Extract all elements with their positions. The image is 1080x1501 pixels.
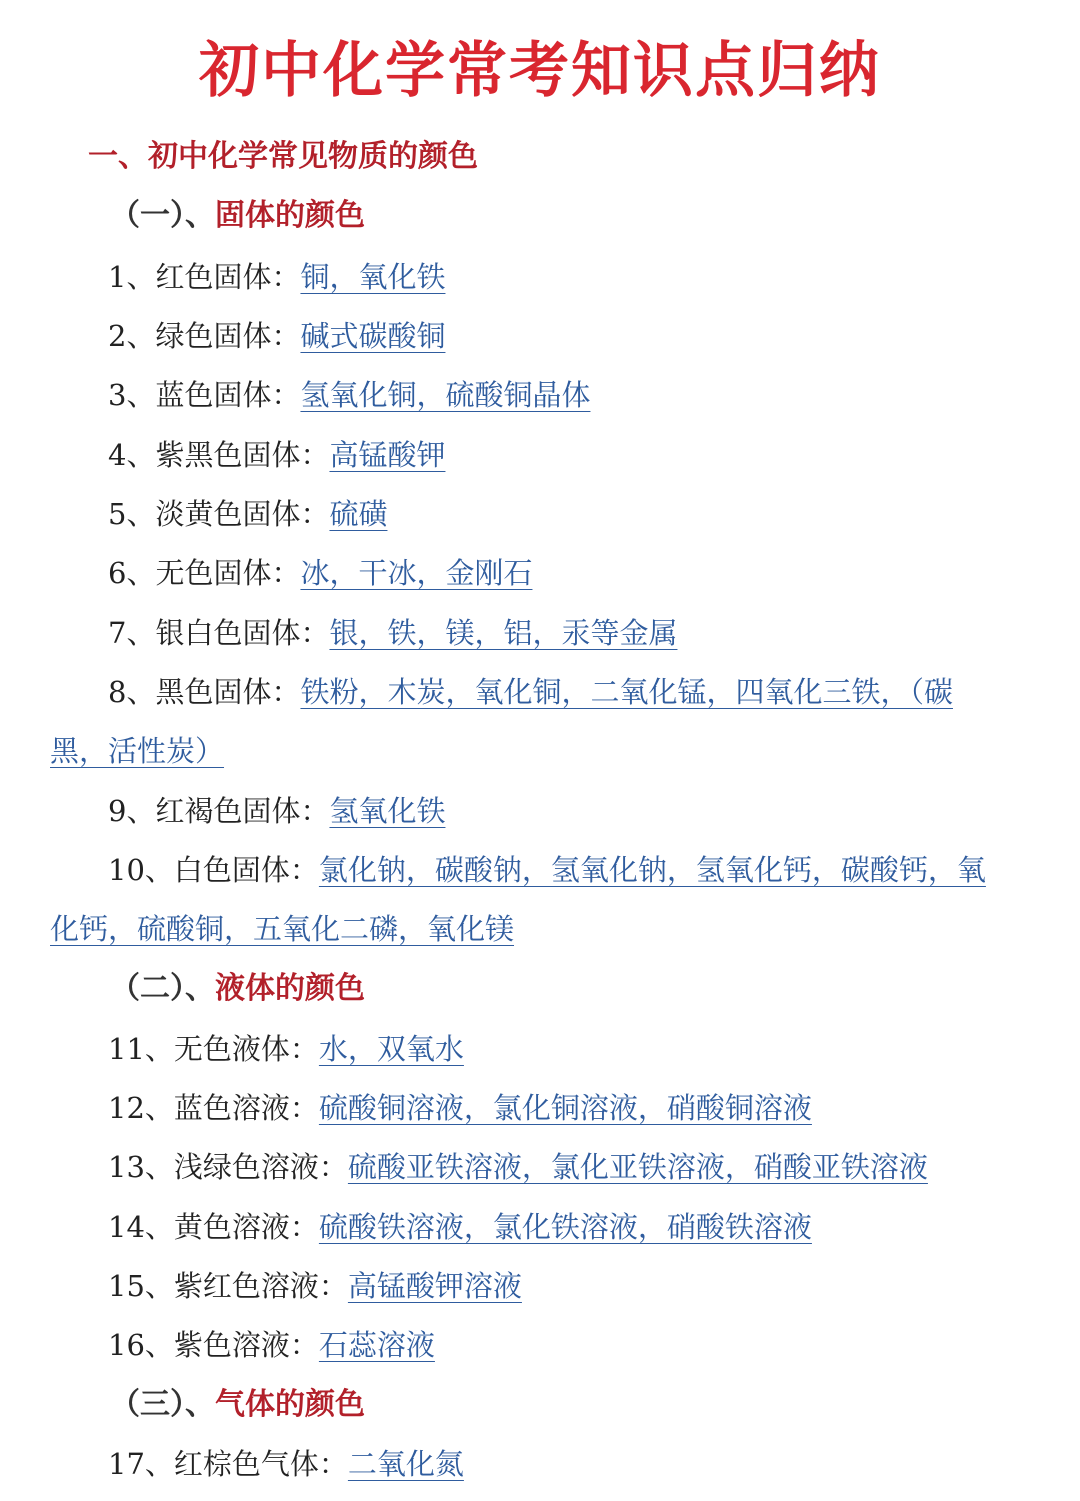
subheading-label: 气体的颜色 — [215, 1387, 365, 1422]
item-label: 2、绿色固体： — [108, 319, 301, 353]
item-label: 11、无色液体： — [108, 1032, 319, 1066]
item-answer: 高锰酸钾溶液 — [347, 1269, 522, 1303]
item-label: 8、黑色固体： — [108, 675, 301, 709]
item-answer: 氯化钠，碳酸钠，氢氧化钠，氢氧化钙，碳酸钙，氧 — [318, 853, 986, 887]
subheading-label: 液体的颜色 — [215, 971, 365, 1006]
item-answer: 碱式碳酸铜 — [300, 319, 446, 353]
list-item — [108, 782, 1038, 841]
item-label: 14、黄色溶液： — [108, 1210, 319, 1244]
item-answer: 水，双氧水 — [318, 1032, 464, 1066]
section-heading-colors — [88, 130, 478, 184]
subheading-label: 固体的颜色 — [215, 198, 365, 233]
list-item — [108, 248, 1038, 307]
item-answer: 铜，氧化铁 — [300, 260, 446, 294]
item-answer: 银，铁，镁，铝，汞等金属 — [329, 616, 678, 650]
list-item — [108, 366, 1038, 425]
list-item — [108, 307, 1038, 366]
item-label: 13、浅绿色溶液： — [108, 1150, 348, 1184]
section-heading-text: 一、初中化学常见物质的颜色 — [88, 139, 478, 174]
list-item-continuation — [50, 900, 514, 959]
item-answer: 氢氧化铜，硫酸铜晶体 — [300, 378, 591, 412]
list-item — [108, 841, 1038, 900]
list-item — [108, 1079, 1038, 1138]
list-item — [108, 1316, 1038, 1375]
subheading-number: （二）、 — [110, 971, 215, 1006]
list-item — [108, 604, 1038, 663]
item-answer: 硫酸亚铁溶液，氯化亚铁溶液，硝酸亚铁溶液 — [347, 1150, 928, 1184]
item-answer: 石蕊溶液 — [318, 1328, 435, 1362]
item-answer-continued: 化钙，硫酸铜，五氧化二磷，氧化镁 — [50, 912, 515, 946]
list-item — [108, 663, 1038, 722]
list-item-continuation — [50, 722, 224, 781]
item-answer: 冰，干冰，金刚石 — [300, 556, 533, 590]
item-label: 16、紫色溶液： — [108, 1328, 319, 1362]
list-item — [108, 1020, 1038, 1079]
item-label: 5、淡黄色固体： — [108, 497, 330, 531]
item-label: 9、红褐色固体： — [108, 794, 330, 828]
item-label: 3、蓝色固体： — [108, 378, 301, 412]
item-answer: 高锰酸钾 — [329, 438, 446, 472]
page-title: 初中化学常考知识点归纳 — [199, 36, 881, 106]
item-label: 15、紫红色溶液： — [108, 1269, 348, 1303]
list-item — [108, 426, 1038, 485]
list-item — [108, 485, 1038, 544]
item-label: 10、白色固体： — [108, 853, 319, 887]
subheading-liquids — [110, 962, 365, 1016]
subheading-number: （一）、 — [110, 198, 215, 233]
subheading-number: （三）、 — [110, 1387, 215, 1422]
list-item — [108, 1198, 1038, 1257]
list-item — [108, 1138, 1038, 1197]
item-label: 4、紫黑色固体： — [108, 438, 330, 472]
item-label: 17、红棕色气体： — [108, 1447, 348, 1481]
item-label: 6、无色固体： — [108, 556, 301, 590]
item-answer: 二氧化氮 — [347, 1447, 464, 1481]
subheading-solids — [110, 189, 365, 243]
item-answer: 硫酸铜溶液，氯化铜溶液，硝酸铜溶液 — [318, 1091, 812, 1125]
list-item — [108, 544, 1038, 603]
item-answer-continued: 黑，活性炭） — [50, 734, 225, 768]
list-item — [108, 1257, 1038, 1316]
item-answer: 硫磺 — [329, 497, 388, 531]
item-label: 1、红色固体： — [108, 260, 301, 294]
item-answer: 氢氧化铁 — [329, 794, 446, 828]
subheading-gases — [110, 1378, 365, 1432]
item-answer: 铁粉，木炭，氧化铜，二氧化锰，四氧化三铁，（碳 — [300, 675, 953, 709]
item-label: 12、蓝色溶液： — [108, 1091, 319, 1125]
item-label: 7、银白色固体： — [108, 616, 330, 650]
item-answer: 硫酸铁溶液，氯化铁溶液，硝酸铁溶液 — [318, 1210, 812, 1244]
list-item — [108, 1435, 1038, 1494]
